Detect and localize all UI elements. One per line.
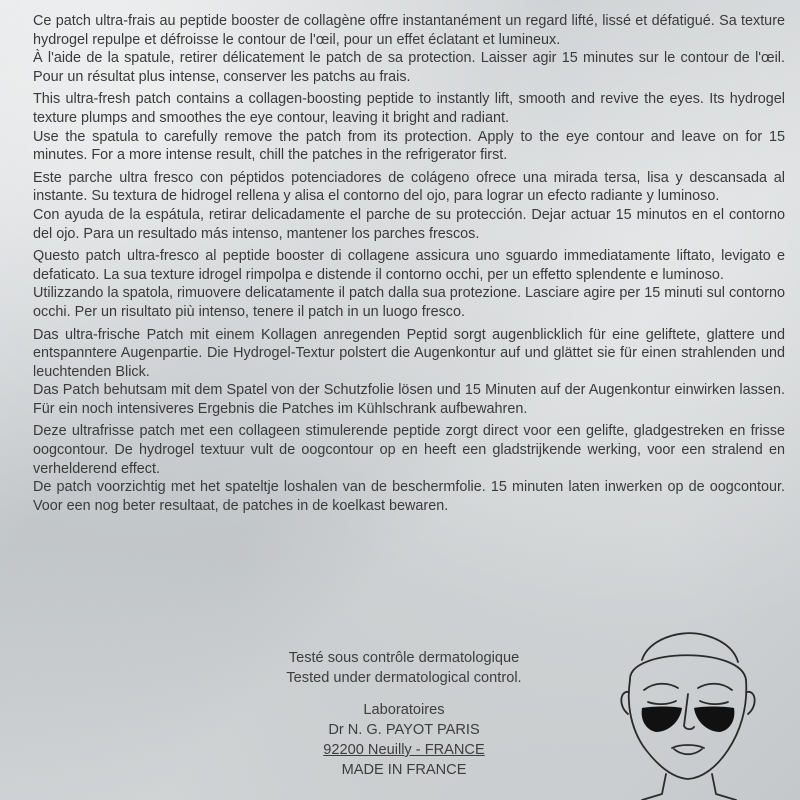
face-with-eye-patches-icon bbox=[612, 628, 762, 800]
paragraph-nl-description: Deze ultrafrisse patch met een collageen stimulerende peptide zorgt direct voor een gelifte, gladgestreken en frisse oogcontour. De hydrogel textuur vult de oogcontour op en heeft een gladstrijkende werking, voor een stralend en verhelderend effect. bbox=[33, 423, 785, 477]
paragraph-fr-usage: À l'aide de la spatule, retirer délicatement le patch de sa protection. Laisser agir 15 minutes sur le contour de l'œil. Pour un résultat plus intense, conserver les patchs au frais. bbox=[33, 50, 785, 85]
company-address: 92200 Neuilly - FRANCE bbox=[323, 742, 485, 758]
paragraph-fr-description: Ce patch ultra-frais au peptide booster de collagène offre instantanément un regard lifté, lissé et défatigué. Sa texture hydrogel repulpe et défroisse le contour de l'œil, pour un effet éclatant et lumineux. bbox=[33, 13, 785, 48]
paragraph-de-usage: Das Patch behutsam mit dem Spatel von der Schutzfolie lösen und 15 Minuten auf der Augenkontur einwirken lassen. Für ein noch intensiveres Ergebnis die Patches im Kühlschrank aufbewahren. bbox=[33, 382, 785, 417]
paragraph-de-description: Das ultra-frische Patch mit einem Kollagen anregenden Peptid sorgt augenblicklich für eine geliftete, glattere und entspanntere Augenpartie. Die Hydrogel-Textur polstert die Augenkontur auf und glättet sie für einen strahlenden und leuchtenden Blick. bbox=[33, 326, 785, 380]
paragraph-en-description: This ultra-fresh patch contains a collagen-boosting peptide to instantly lift, smooth and revive the eyes. Its hydrogel texture plumps and smoothes the eye contour, leaving it bright and radiant. bbox=[33, 91, 785, 126]
paragraph-it-usage: Utilizzando la spatola, rimuovere delicatamente il patch dalla sua protezione. Lasciare agire per 15 minuti sul contorno occhi. Per un risultato più intenso, tenere il patch in un luogo fresco. bbox=[33, 285, 785, 320]
paragraph-en-usage: Use the spatula to carefully remove the patch from its protection. Apply to the eye contour and leave on for 15 minutes. For a more intense result, chill the patches in the refrigerator first. bbox=[33, 128, 785, 164]
manufacturer-info bbox=[210, 648, 598, 780]
company-name: Dr N. G. PAYOT PARIS bbox=[328, 722, 480, 738]
paragraph-nl-usage: De patch voorzichtig met het spateltje loshalen van de beschermfolie. 15 minuten laten inwerken op de oogcontour. Voor een nog beter resultaat, de patches in de koelkast bewaren. bbox=[33, 479, 785, 514]
made-in-label: MADE IN FRANCE bbox=[341, 762, 467, 778]
paragraph-es-description: Este parche ultra fresco con péptidos potenciadores de colágeno ofrece una mirada tersa, lisa y descansada al instante. Su textura de hidrogel rellena y alisa el contorno del ojo, para lograr un efecto radiante y luminoso. bbox=[33, 169, 785, 205]
usage-instructions bbox=[33, 12, 785, 515]
paragraph-it-description: Questo patch ultra-fresco al peptide booster di collagene assicura uno sguardo immediatamente liftato, levigato e defaticato. La sua texture idrogel rimpolpa e distende il contorno occhi, per un effetto splendente e luminoso. bbox=[33, 248, 785, 283]
paragraph-es-usage: Con ayuda de la espátula, retirar delicadamente el parche de su protección. Dejar actuar 15 minutos en el contorno del ojo. Para un resultado más intenso, mantener los parches frescos. bbox=[33, 206, 785, 242]
laboratories-label: Laboratoires bbox=[363, 702, 445, 718]
tested-statement-en: Tested under dermatological control. bbox=[286, 670, 522, 686]
tested-statement-fr: Testé sous contrôle dermatologique bbox=[288, 650, 520, 666]
